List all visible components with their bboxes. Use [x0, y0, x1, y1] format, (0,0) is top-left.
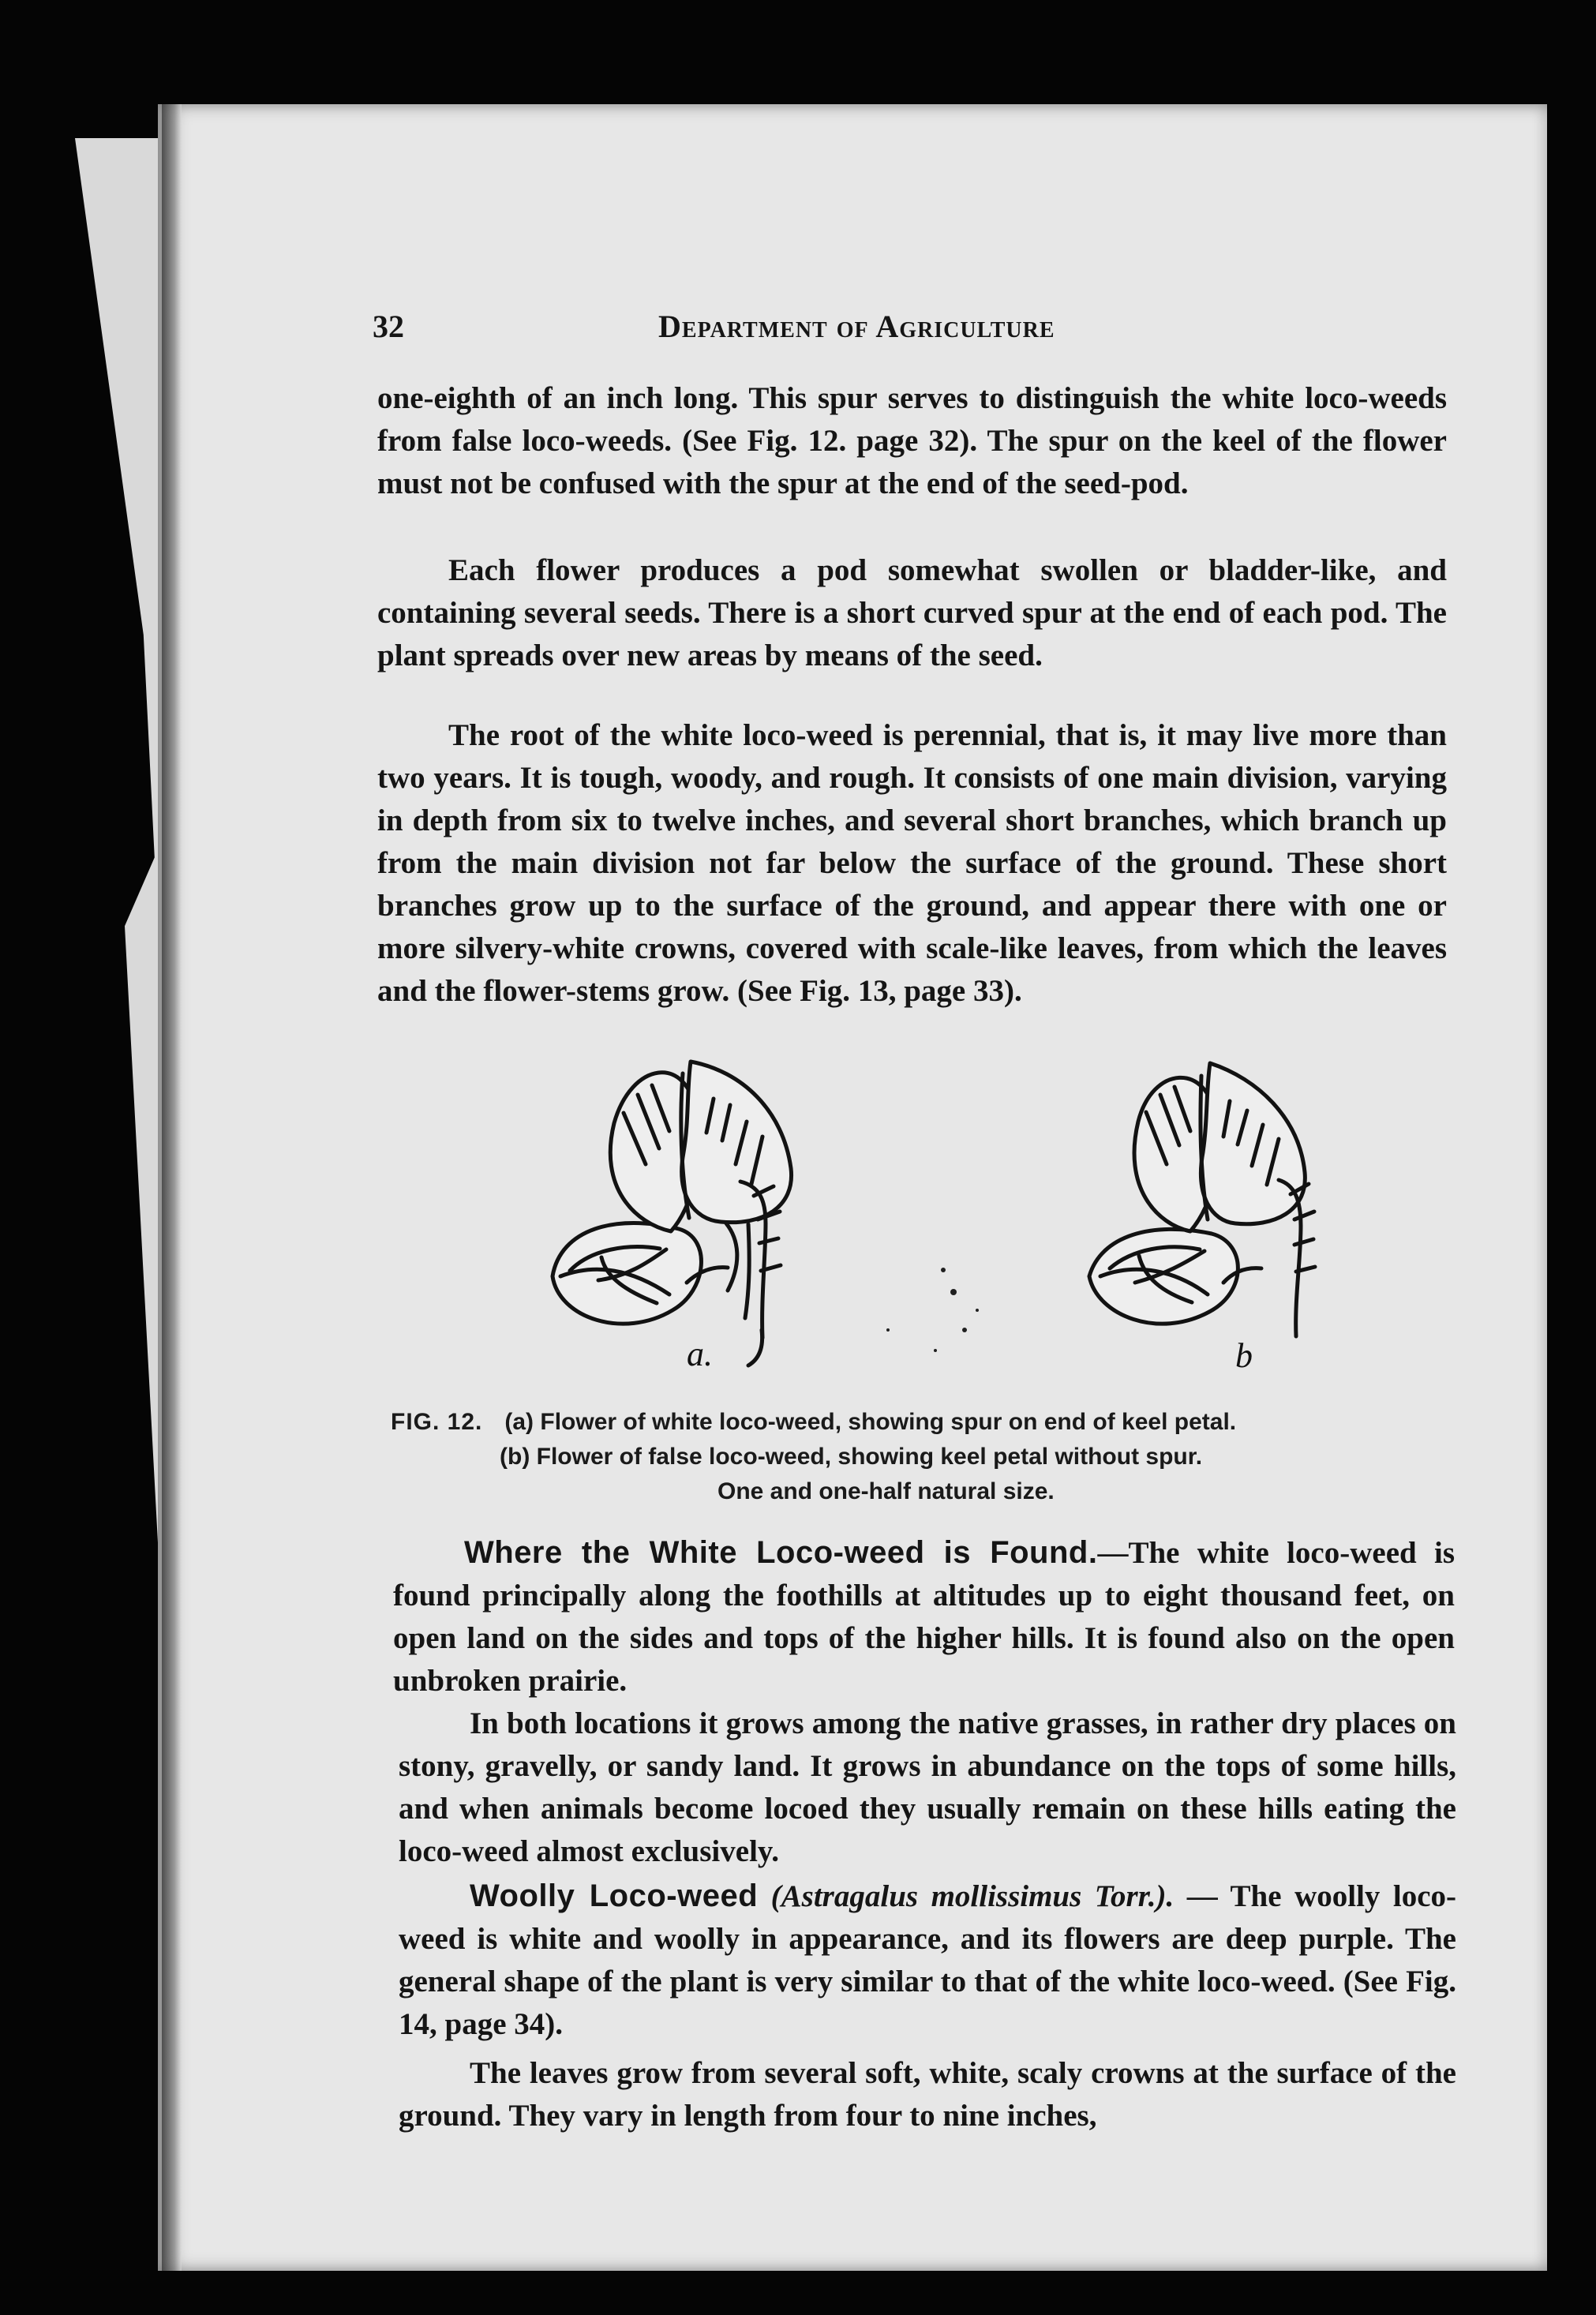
page-header: [373, 308, 1438, 347]
figure-caption: [391, 1405, 1456, 1515]
latin-name: (Astragalus mollissimus Torr.).: [770, 1879, 1175, 1913]
paragraph-woolly-loco-weed: [399, 1875, 1456, 2048]
page-gutter-shadow: [162, 104, 182, 2271]
paragraph-where-found-text: —The white loco-weed is found principally along the foothills at altitudes up to eight thousand feet, on open land on the sides and tops of the higher hills. It is found also on the open unbroken prairie.: [393, 1536, 1456, 1698]
caption-line-c: One and one-half natural size.: [717, 1478, 1055, 1504]
flower-illustrations: [481, 1046, 1373, 1377]
paragraph-locations: In both locations it grows among the native grasses, in rather dry places on stony, gravelly, or sandy land. It grows in abundance on the tops of some hills, and when animals become locoed they usually remain on these hills eating the loco-weed almost exclusively.: [399, 1706, 1456, 1868]
caption-line-b: (b) Flower of false loco-weed, showing keel petal without spur.: [500, 1444, 1203, 1470]
paragraph-where-found: [393, 1531, 1455, 1705]
paragraph-spur: one-eighth of an inch long. This spur serves to distinguish the white loco-weeds from false loco-weeds. (See Fig. 12. page 32). The spur on the keel of the flower must not be confused with the spur at the end of the seed-pod.: [377, 381, 1447, 500]
caption-line-a: [391, 1405, 1236, 1440]
caption-text-a: (a) Flower of white loco-weed, showing spur on end of keel petal.: [504, 1409, 1237, 1435]
paragraph-root: The root of the white loco-weed is perennial, that is, it may live more than two years. It is tough, woody, and rough. It consists of one main division, varying in depth from six to twelve inches, and several short branches, which branch up from the main division not far below the surface of the ground. These short branches grow up to the surface of the ground, and appear there with one or more silvery-white crowns, covered with scale-like leaves, from which the leaves and the flower-stems grow. (See Fig. 13, page 33).: [377, 718, 1447, 1008]
figure-label-b: b: [1235, 1336, 1253, 1375]
paragraph-pod: Each flower produces a pod somewhat swollen or bladder-like, and containing several seeds. There is a short curved spur at the end of each pod. The plant spreads over new areas by means of the seed.: [377, 553, 1447, 672]
paragraph-leaves: The leaves grow from several soft, white, scaly crowns at the surface of the ground. They vary in length from four to nine inches,: [399, 2056, 1456, 2133]
page-number: 32: [373, 309, 404, 344]
flower-white-loco-weed-drawing: [553, 1062, 792, 1365]
figure-12: [481, 1046, 1373, 1377]
section-heading-woolly-loco-weed: Woolly Loco-weed: [470, 1879, 759, 1913]
figure-number: FIG. 12.: [391, 1409, 483, 1435]
print-speckles: [886, 1268, 979, 1352]
figure-label-a: a.: [687, 1335, 713, 1373]
running-head: Department of Agriculture: [658, 309, 1055, 344]
flower-false-loco-weed-drawing: [1089, 1063, 1315, 1336]
section-heading-where-found: Where the White Loco-weed is Found.: [464, 1535, 1098, 1570]
paragraph-woolly-loco-weed-text: — The woolly loco-weed is white and woolly in appearance, and its flowers are deep purple. The general shape of the plant is very similar to that of the white loco-weed. (See Fig. 14, page 34).: [399, 1879, 1457, 2041]
